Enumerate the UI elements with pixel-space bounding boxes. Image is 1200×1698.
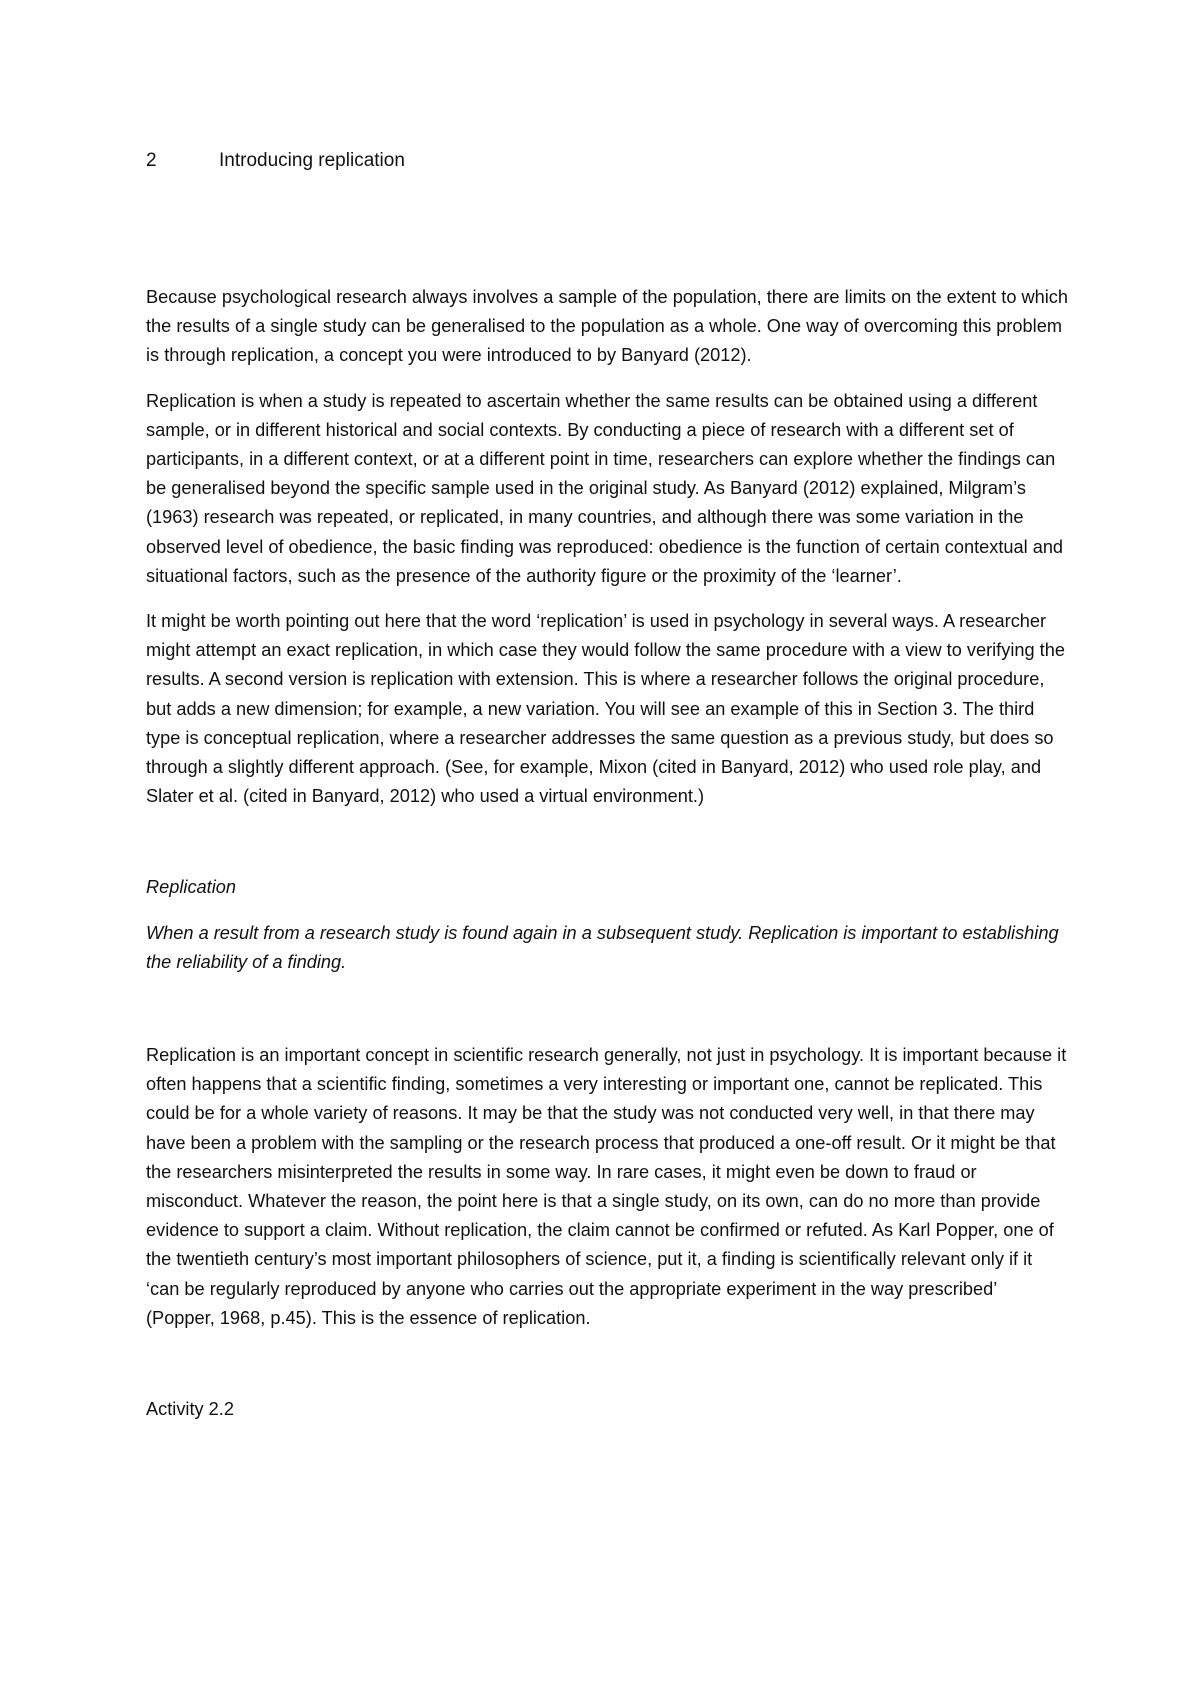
definition-term: Replication	[146, 877, 236, 898]
paragraph-2: Replication is when a study is repeated to ascertain whether the same results can be obtained using a different sample, or in different historical and social contexts. By conducting a piece of research with a different set of participants, in a different context, or at a different point in time, researchers can explore whether the findings can be generalised beyond the specific sample used in the original study. As Banyard (2012) explained, Milgram’s (1963) research was repeated, or replicated, in many countries, and although there was some variation in the observed level of obedience, the basic finding was reproduced: obedience is the function of certain contextual and situational factors, such as the presence of the authority figure or the proximity of the ‘learner’.	[146, 390, 1064, 586]
paragraph-4: Replication is an important concept in scientific research generally, not just in psychology. It is important because it often happens that a scientific finding, sometimes a very interesting or important one, cannot be replicated. This could be for a whole variety of reasons. It may be that the study was not conducted very well, in that there may have been a problem with the sampling or the research process that produced a one-off result. Or it might be that the researchers misinterpreted the results in some way. In rare cases, it might even be down to fraud or misconduct. Whatever the reason, the point here is that a single study, on its own, can do no more than provide evidence to support a claim. Without replication, the claim cannot be confirmed or refuted. As Karl Popper, one of the twentieth century’s most important philosophers of science, put it, a finding is scientifically relevant only if it ‘can be regularly reproduced by anyone who carries out the appropriate experiment in the way prescribed’ (Popper, 1968, p.45). This is the essence of replication.	[146, 1045, 1067, 1328]
spacer	[146, 993, 1068, 1041]
section-number: 2	[146, 150, 157, 171]
paragraph-3: It might be worth pointing out here that the word ‘replication’ is used in psychology in several ways. A researcher might attempt an exact replication, in which case they would follow the same procedure with a view to verifying the results. A second version is replication with extension. This is where a researcher follows the original procedure, but adds a new dimension; for example, a new variation. You will see an example of this in Section 3. The third type is conceptual replication, where a researcher addresses the same question as a previous study, but does so through a slightly different approach. (See, for example, Mixon (cited in Banyard, 2012) who used role play, and Slater et al. (cited in Banyard, 2012) who used a virtual environment.)	[146, 611, 1065, 807]
section-heading	[146, 147, 405, 175]
paragraph-1: Because psychological research always involves a sample of the population, there are limits on the extent to which the results of a single study can be generalised to the population as a whole. One way of overcoming this problem is through replication, a concept you were introduced to by Banyard (2012).	[146, 287, 1069, 366]
section-title: Introducing replication	[219, 150, 405, 171]
body-text	[146, 283, 1068, 1440]
definition-text: When a result from a research study is found again in a subsequent study. Replication is important to establishing the reliability of a finding.	[146, 922, 1059, 972]
spacer	[146, 1349, 1068, 1395]
activity-label: Activity 2.2	[146, 1399, 234, 1420]
spacer	[146, 827, 1068, 873]
